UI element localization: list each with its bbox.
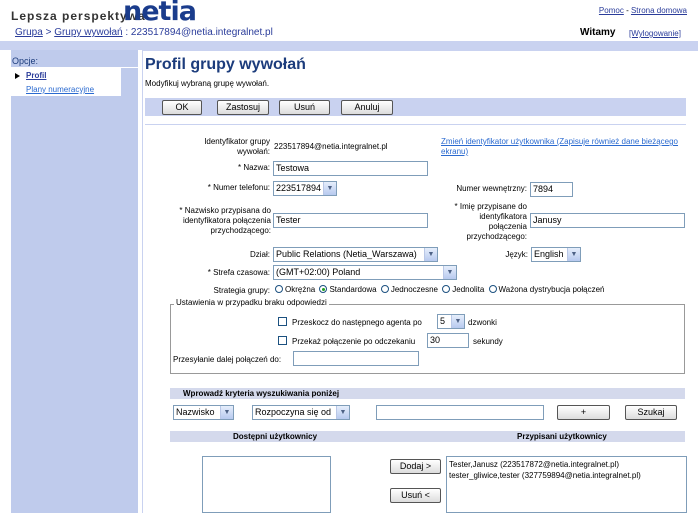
breadcrumb-separator: : <box>122 27 131 38</box>
surname-label: * Nazwisko przypisana do identyfikatora połączenia przychodzącego: <box>179 206 271 235</box>
chevron-down-icon: ▼ <box>336 406 349 419</box>
department-label: Dział: <box>249 250 270 259</box>
search-input[interactable] <box>376 405 544 420</box>
phone-value: 223517894 <box>276 183 322 193</box>
radio-icon <box>489 285 497 293</box>
active-arrow-icon <box>15 73 20 79</box>
forward-label: Przekaż połączenie po odczekaniu <box>292 337 416 346</box>
chevron-down-icon: ▼ <box>424 248 437 261</box>
main-content <box>142 50 698 513</box>
group-id-value: 223517894@netia.integralnet.pl <box>274 142 388 151</box>
breadcrumb-group[interactable]: Grupa <box>15 27 43 38</box>
list-item[interactable]: Tester,Janusz (223517872@netia.integralnet.pl) <box>449 460 620 469</box>
form-top-border <box>145 124 686 125</box>
strategy-uniform[interactable] <box>442 285 484 294</box>
sidebar-menu <box>11 68 121 96</box>
department-select[interactable] <box>273 247 438 262</box>
strategy-label: Strategia grupy: <box>213 286 270 295</box>
timezone-select[interactable] <box>273 265 457 280</box>
phone-select[interactable] <box>273 181 337 196</box>
search-field-select[interactable] <box>173 405 234 420</box>
search-mode-select[interactable] <box>252 405 350 420</box>
chevron-down-icon: ▼ <box>323 182 336 195</box>
strategy-standard[interactable] <box>319 285 376 294</box>
skip-checkbox[interactable] <box>278 317 287 326</box>
header-stripe <box>0 41 698 50</box>
cancel-button[interactable]: Anuluj <box>341 100 393 115</box>
strategy-weighted-label: Ważona dystrybucja połączeń <box>498 285 605 294</box>
link-separator: - <box>626 6 629 15</box>
page-title: Profil grupy wywołań <box>145 56 306 73</box>
assigned-users-list[interactable] <box>446 456 687 513</box>
available-users-title: Dostępni użytkownicy <box>233 432 318 441</box>
remove-user-button[interactable]: Usuń < <box>390 488 441 503</box>
brand-text: Lepsza perspektywa <box>11 9 146 23</box>
extension-input[interactable]: 7894 <box>530 182 573 197</box>
strategy-standard-label: Standardowa <box>329 285 377 294</box>
further-forward-input[interactable] <box>293 351 419 366</box>
group-id-label: Identyfikator grupy wywołań: <box>204 137 270 156</box>
strategy-circular[interactable] <box>275 285 315 294</box>
forward-unit: sekundy <box>473 337 503 346</box>
search-button[interactable]: Szukaj <box>625 405 677 420</box>
breadcrumb-groups[interactable]: Grupy wywołań <box>54 27 123 38</box>
header-links <box>599 6 687 15</box>
chevron-down-icon: ▼ <box>451 315 464 328</box>
chevron-down-icon: ▼ <box>220 406 233 419</box>
name-label: * Nazwa: <box>237 163 270 172</box>
radio-icon <box>381 285 389 293</box>
phone-label: * Numer telefonu: <box>207 183 270 192</box>
breadcrumb-separator: > <box>42 27 55 38</box>
timezone-value: (GMT+02:00) Poland <box>276 267 361 277</box>
department-value: Public Relations (Netia_Warszawa) <box>276 249 417 259</box>
radio-icon <box>442 285 450 293</box>
ok-button[interactable]: OK <box>162 100 202 115</box>
sidebar-title: Opcje: <box>12 56 39 66</box>
search-field-value: Nazwisko <box>176 407 215 417</box>
strategy-simultaneous-label: Jednoczesne <box>390 285 439 294</box>
chevron-down-icon: ▼ <box>567 248 580 261</box>
firstname-label: * Imię przypisane do identyfikatora połączenia przychodzącego: <box>454 202 527 241</box>
add-criteria-button[interactable]: + <box>557 405 610 420</box>
forward-seconds-input[interactable]: 30 <box>427 333 469 348</box>
welcome-text: Witamy <box>580 27 616 38</box>
surname-input[interactable]: Tester <box>273 213 428 228</box>
firstname-input[interactable]: Janusy <box>530 213 685 228</box>
no-answer-legend: Ustawienia w przypadku braku odpowiedzi <box>176 298 327 307</box>
sidebar-item-numbering-plans[interactable]: Plany numeracyjne <box>26 85 95 94</box>
sidebar <box>11 50 138 513</box>
strategy-circular-label: Okrężna <box>285 285 316 294</box>
skip-label: Przeskocz do następnego agenta po <box>292 318 422 327</box>
breadcrumb-current: 223517894@netia.integralnet.pl <box>130 27 273 38</box>
home-link[interactable]: Strona domowa <box>630 6 687 15</box>
netia-logo: netia <box>123 0 196 27</box>
search-header: Wprowadź kryteria wyszukiwania poniżej <box>183 389 340 398</box>
strategy-options <box>275 285 605 294</box>
assigned-users-title: Przypisani użytkownicy <box>517 432 607 441</box>
strategy-uniform-label: Jednolita <box>452 285 485 294</box>
timezone-label: * Strefa czasowa: <box>207 268 270 277</box>
chevron-down-icon: ▼ <box>443 266 456 279</box>
breadcrumb <box>15 27 273 38</box>
help-link[interactable]: Pomoc <box>598 6 624 15</box>
skip-rings-value: 5 <box>440 316 446 326</box>
language-label: Język: <box>505 250 528 259</box>
change-id-link[interactable]: Zmień identyfikator użytkownika (Zapisuje również dane bieżącego ekranu) <box>441 137 679 156</box>
page-subtitle: Modyfikuj wybraną grupę wywołań. <box>145 79 270 88</box>
sidebar-item-profile[interactable]: Profil <box>26 71 47 80</box>
delete-button[interactable]: Usuń <box>279 100 330 115</box>
radio-selected-icon <box>319 285 327 293</box>
language-value: English <box>534 249 564 259</box>
forward-checkbox[interactable] <box>278 336 287 345</box>
radio-icon <box>275 285 283 293</box>
strategy-simultaneous[interactable] <box>381 285 438 294</box>
add-user-button[interactable]: Dodaj > <box>390 459 441 474</box>
list-item[interactable]: tester_gliwice,tester (327759894@netia.integralnet.pl) <box>449 471 641 480</box>
search-mode-value: Rozpoczyna się od <box>255 407 332 417</box>
skip-unit: dzwonki <box>468 318 497 327</box>
language-select[interactable] <box>531 247 581 262</box>
logout-link[interactable]: [Wylogowanie] <box>629 29 681 38</box>
further-forward-label: Przesyłanie dalej połączeń do: <box>173 355 282 364</box>
name-input[interactable]: Testowa <box>273 161 428 176</box>
apply-button[interactable]: Zastosuj <box>217 100 269 115</box>
strategy-weighted[interactable] <box>489 285 605 294</box>
extension-label: Numer wewnętrzny: <box>456 184 527 193</box>
skip-rings-select[interactable] <box>437 314 465 329</box>
available-users-list[interactable] <box>202 456 331 513</box>
